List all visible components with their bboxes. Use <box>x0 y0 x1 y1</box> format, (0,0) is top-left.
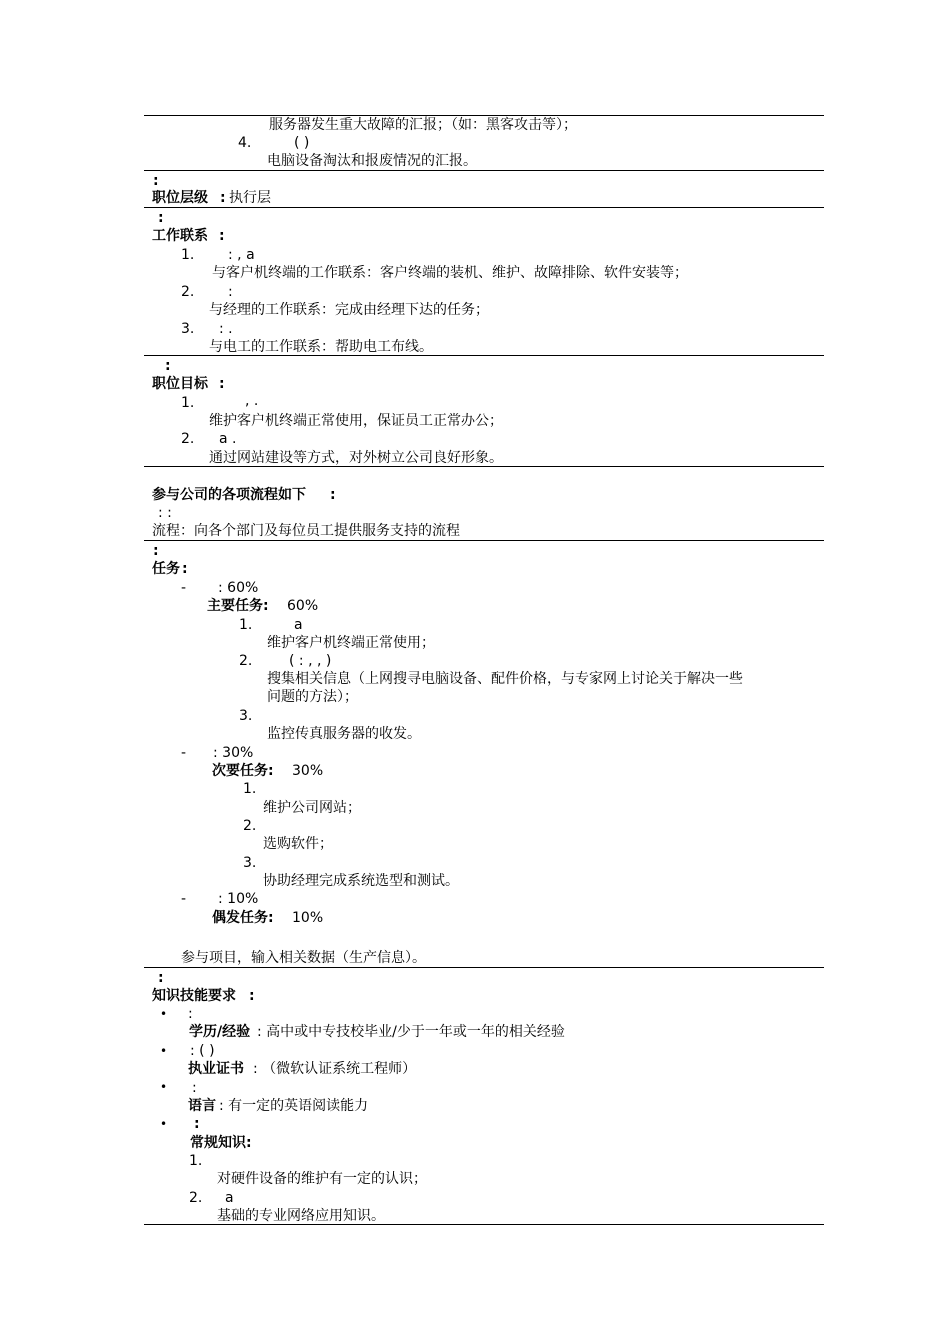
general-1-num: 1. <box>189 1153 203 1169</box>
divider <box>144 170 824 171</box>
main-task-dash: - <box>181 580 187 596</box>
general-2-fragment: a <box>225 1190 234 1206</box>
skills-label: 知识技能要求 <box>152 988 236 1004</box>
goal-2-fragment: a . <box>219 431 237 447</box>
main-task-1-num: 1. <box>239 617 253 633</box>
language-fragment: : <box>192 1080 197 1096</box>
main-task-fragment: : 60% <box>218 580 259 596</box>
tasks-colon: : <box>153 543 159 559</box>
goal-label: 职位目标 <box>152 376 208 392</box>
secondary-task-3-text: 协助经理完成系统选型和测试。 <box>263 873 459 889</box>
bullet-icon: • <box>160 1044 168 1058</box>
secondary-task-1-num: 1. <box>243 781 257 797</box>
report-fragment: ( ) <box>294 135 310 151</box>
general-2-num: 2. <box>189 1190 203 1206</box>
main-task-1-text: 维护客户机终端正常使用； <box>267 635 435 651</box>
process-title-sep: : <box>330 487 336 503</box>
main-task-2-text-cont: 问题的方法）； <box>267 689 358 705</box>
occasional-task-fragment: : 10% <box>218 891 259 907</box>
cert-label: 执业证书 <box>188 1061 244 1077</box>
cert-fragment: : ( ) <box>190 1043 215 1059</box>
occasional-task-dash: - <box>181 891 187 907</box>
goal-2-text: 通过网站建设等方式，对外树立公司良好形象。 <box>209 450 503 466</box>
bullet-icon: • <box>160 1080 168 1094</box>
main-task-2-text: 搜集相关信息（上网搜寻电脑设备、配件价格，与专家网上讨论关于解决一些 <box>267 671 743 687</box>
report-line-2: 电脑设备淘汰和报废情况的汇报。 <box>267 153 477 169</box>
divider <box>144 967 824 968</box>
skills-colon: : <box>158 970 164 986</box>
contact-3-text: 与电工的工作联系：帮助电工布线。 <box>209 339 433 355</box>
report-num-4: 4. <box>238 135 252 151</box>
level-label: 职位层级 <box>152 190 208 206</box>
main-task-1-fragment: a <box>294 617 303 633</box>
goal-colon: : <box>165 358 171 374</box>
main-task-2-num: 2. <box>239 653 253 669</box>
contact-colon: : <box>158 210 164 226</box>
secondary-task-fragment: : 30% <box>213 745 254 761</box>
secondary-task-2-text: 选购软件； <box>263 836 333 852</box>
contact-1-num: 1. <box>181 247 195 263</box>
level-value: 执行层 <box>229 190 271 206</box>
occasional-task-label: 偶发任务: <box>212 910 274 926</box>
contact-2-fragment: : <box>228 284 233 300</box>
contact-label: 工作联系 <box>152 228 208 244</box>
general-label: 常规知识: <box>190 1135 252 1151</box>
contact-1-fragment: : , a <box>228 247 255 263</box>
general-fragment: : <box>194 1116 200 1132</box>
education-fragment: : <box>188 1006 193 1022</box>
divider <box>144 207 824 208</box>
divider <box>144 1224 824 1225</box>
process-title: 参与公司的各项流程如下 <box>152 487 306 503</box>
occasional-task-text: 参与项目，输入相关数据（生产信息）。 <box>181 950 426 966</box>
main-task-2-fragment: ( : , , ) <box>289 653 332 669</box>
secondary-task-dash: - <box>181 745 187 761</box>
level-sep: : <box>220 190 226 206</box>
contact-sep: : <box>219 228 225 244</box>
goal-1-fragment: , . <box>245 393 259 409</box>
language-label: 语言 <box>188 1098 216 1114</box>
process-fragment: : : <box>158 505 172 521</box>
goal-1-text: 维护客户机终端正常使用，保证员工正常办公； <box>209 413 503 429</box>
report-line-1: 服务器发生重大故障的汇报；（如：黑客攻击等）； <box>269 117 577 133</box>
general-2-text: 基础的专业网络应用知识。 <box>217 1208 385 1224</box>
main-task-percent: 60% <box>287 598 319 614</box>
goal-2-num: 2. <box>181 431 195 447</box>
tasks-sep: : <box>182 561 188 577</box>
goal-sep: : <box>219 376 225 392</box>
secondary-task-2-num: 2. <box>243 818 257 834</box>
secondary-task-percent: 30% <box>292 763 324 779</box>
education-label: 学历/经验 <box>189 1024 251 1040</box>
occasional-task-percent: 10% <box>292 910 324 926</box>
divider <box>144 540 824 541</box>
general-1-text: 对硬件设备的维护有一定的认识； <box>217 1171 427 1187</box>
main-task-3-text: 监控传真服务器的收发。 <box>267 726 421 742</box>
main-task-label: 主要任务: <box>207 598 269 614</box>
contact-3-num: 3. <box>181 321 195 337</box>
divider <box>144 466 824 467</box>
secondary-task-3-num: 3. <box>243 855 257 871</box>
main-task-3-num: 3. <box>239 708 253 724</box>
process-text: 流程：向各个部门及每位员工提供服务支持的流程 <box>152 523 460 539</box>
divider <box>144 355 824 356</box>
contact-3-fragment: : . <box>219 321 233 337</box>
education-value: : 高中或中专技校毕业/少于一年或一年的相关经验 <box>257 1024 565 1040</box>
secondary-task-1-text: 维护公司网站； <box>263 800 361 816</box>
contact-2-text: 与经理的工作联系：完成由经理下达的任务； <box>209 302 489 318</box>
contact-2-num: 2. <box>181 284 195 300</box>
cert-value: : （微软认证系统工程师） <box>253 1061 417 1077</box>
level-colon: : <box>153 173 159 189</box>
secondary-task-label: 次要任务: <box>212 763 274 779</box>
divider <box>144 115 824 116</box>
goal-1-num: 1. <box>181 395 195 411</box>
language-value: : 有一定的英语阅读能力 <box>219 1098 369 1114</box>
bullet-icon: • <box>160 1007 168 1021</box>
skills-sep: : <box>249 988 255 1004</box>
tasks-label: 任务 <box>152 561 180 577</box>
bullet-icon: • <box>160 1117 168 1131</box>
contact-1-text: 与客户机终端的工作联系：客户终端的装机、维护、故障排除、软件安装等； <box>212 265 688 281</box>
